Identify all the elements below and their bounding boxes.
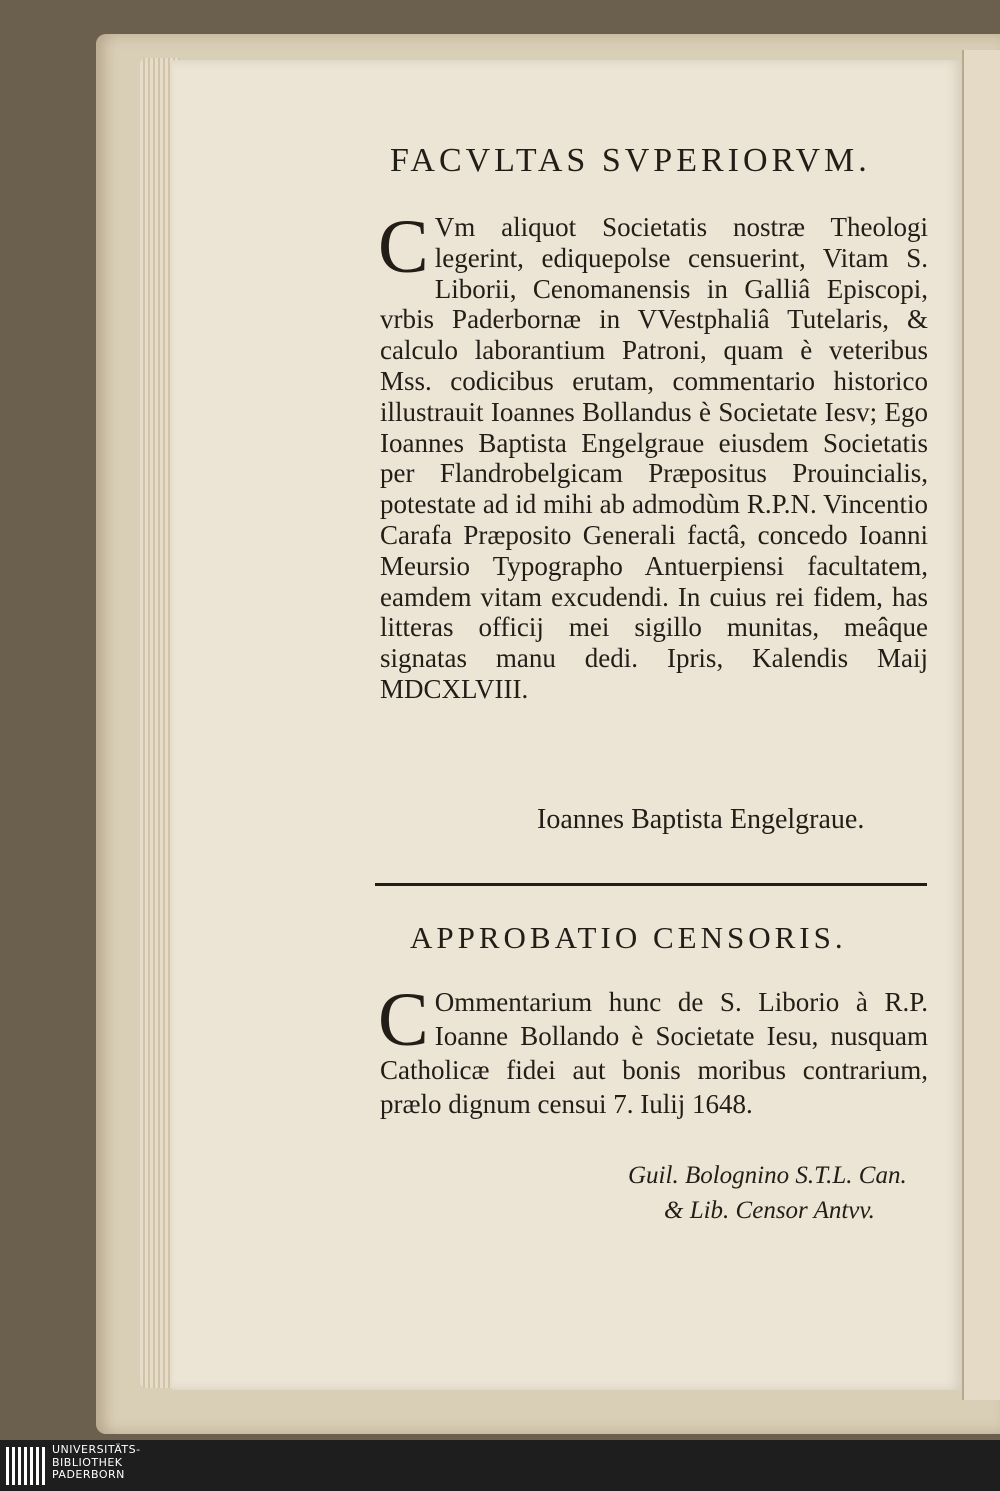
dropcap-c: C: [378, 205, 429, 289]
divider-rule: [375, 883, 927, 886]
logo-line-2: BIBLIOTHEK: [52, 1455, 123, 1469]
library-logo-text: [52, 1444, 141, 1482]
facing-page-edge: [962, 50, 1000, 1400]
logo-line-3: PADERBORN: [52, 1468, 125, 1481]
approbatio-paragraph: [378, 978, 928, 1121]
signature-bolognino-line2: & Lib. Censor Antvv.: [664, 1197, 875, 1224]
dropcap-c-2: C: [378, 978, 429, 1062]
approbatio-text: Ommentarium hunc de S. Liborio à R.P. Ioanne Bollando è Societate Iesu, nusquam Catholicæ fidei aut bonis moribus contrarium, prælo dignum censui 7. Iulij 1648.: [380, 987, 928, 1119]
heading-facultas: FACVLTAS SVPERIORVM.: [390, 142, 871, 179]
facultas-text: Vm aliquot Societatis nostræ Theologi legerint, ediquepolse censuerint, Vitam S. Liborii, Cenomanensis in Galliâ Episcopi, vrbis Paderbornæ in VVestphaliâ Tutelaris, & calculo laborantium Patroni, quam è veteribus Mss. codicibus erutam, commentario historico illustrauit Ioannes Bollandus è Societate Iesv; Ego Ioannes Baptista Engelgraue eiusdem Societatis per Flandrobelgicam Præpositus Prouincialis, potestate ad id mihi ab admodùm R.P.N. Vincentio Carafa Præposito Generali factâ, concedo Ioanni Meursio Typographo Antuerpiensi facultatem, eamdem vitam excudendi. In cuius rei fidem, has litteras officij mei sigillo munitas, meâque signatas manu dedi. Ipris, Kalendis Maij MDCXLVIII.: [380, 212, 928, 704]
heading-approbatio: APPROBATIO CENSORIS.: [410, 920, 847, 955]
signature-bolognino-line1: Guil. Bolognino S.T.L. Can.: [628, 1162, 907, 1189]
signature-engelgraue: Ioannes Baptista Engelgraue.: [537, 804, 865, 835]
logo-line-1: UNIVERSITÄTS-: [52, 1443, 141, 1456]
footer-bar: [0, 1440, 1000, 1491]
library-bars-icon: [6, 1447, 46, 1485]
facultas-paragraph: [378, 205, 928, 705]
